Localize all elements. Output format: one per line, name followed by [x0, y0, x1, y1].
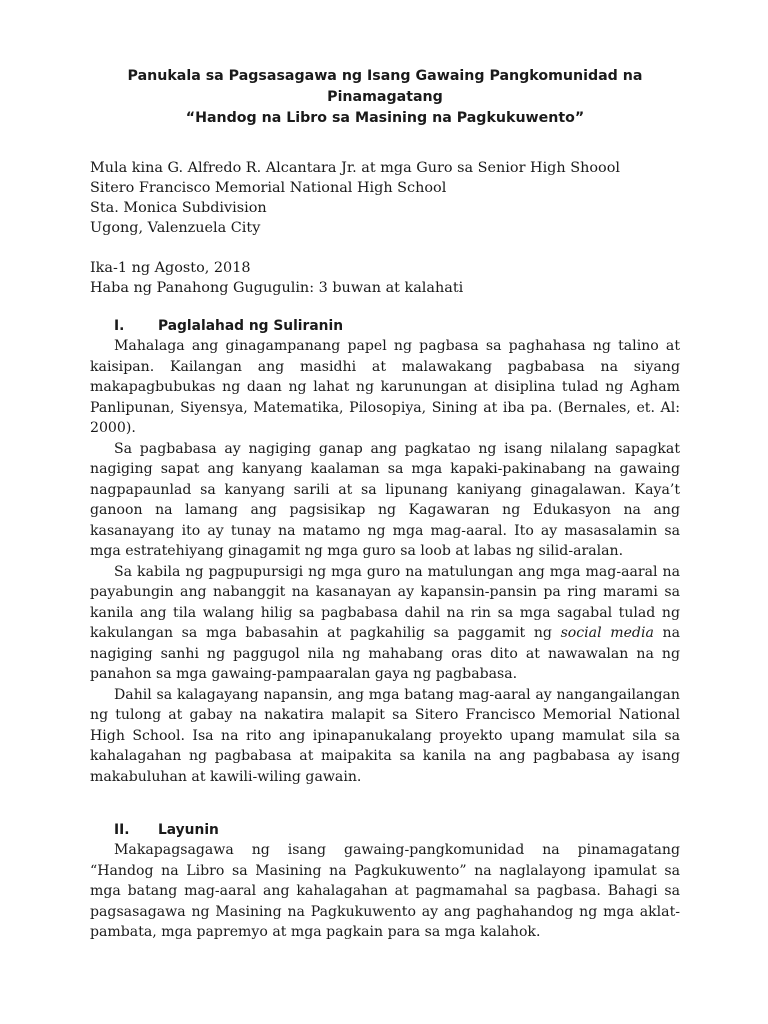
paragraph: Sa pagbabasa ay nagiging ganap ang pagkatao ng isang nilalang sapagkat nagiging sapat ang kanyang kaalaman sa mga kapaki-pakinabang na gawaing nagpapaunlad sa kanyang sarili at sa lipunang kaniyang ginagalawan. Kaya’t ganoon na lamang ang pagsisikap ng Kagawaran ng Edukasyon na ang kasanayang ito ay tunay na matamo ng mga mag-aaral. Ito ay masasalamin sa mga estratehiyang ginagamit ng mga guro sa loob at labas ng silid-aralan. [90, 440, 680, 559]
section-title: Paglalahad ng Suliranin [158, 318, 344, 334]
paragraph: Mahalaga ang ginagampanang papel ng pagbasa sa paghahasa ng talino at kaisipan. Kailangan ang masidhi at malawakang pagbabasa na siyang makapagbubukas ng daan ng lahat ng karunungan at disiplina tulad ng Agham Panlipunan, Siyensya, Matematika, Pilosopiya, Sining at iba pa. (Bernales, et. Al: 2000). [90, 338, 680, 436]
address-line-school: Sitero Francisco Memorial National High School [90, 180, 447, 196]
address-line-from: Mula kina G. Alfredo R. Alcantara Jr. at mga Guro sa Senior High Shoool [90, 160, 620, 176]
section-title: Layunin [158, 822, 219, 838]
address-line-subdivision: Sta. Monica Subdivision [90, 200, 267, 216]
section-paglalahad [90, 316, 680, 787]
document-title-line-2: “Handog na Libro sa Masining na Pagkukuwento” [185, 110, 585, 126]
paragraph-text: Sa kabila ng pagpupursigi ng mga guro na matulungan ang mga mag-aaral na payabungin ang nabanggit na kasanayan ay kapansin-pansin pa ring marami sa kanila ang tila walang hilig sa pagbabasa dahil na rin sa mga sagabal tulad ng kakulangan sa mga babasahin at pagkahilig sa paggamit ng [90, 563, 680, 641]
section-heading [90, 316, 680, 336]
address-line-city: Ugong, Valenzuela City [90, 220, 261, 236]
paragraph: Dahil sa kalagayang napansin, ang mga batang mag-aaral ay nangangailangan ng tulong at gabay na nakatira malapit sa Sitero Francisco Memorial National High School. Isa na rito ang ipinapanukalang proyekto upang mamulat sila sa kahalagahan ng pagbabasa at maipakita sa kanila na ang pagbabasa ay isang makabuluhan at kawili-wiling gawain. [90, 686, 680, 785]
paragraph [90, 562, 680, 685]
section-heading [90, 820, 680, 840]
section-number: II. [114, 822, 130, 838]
section-layunin [90, 820, 680, 943]
document-title-line-1: Panukala sa Pagsasagawa ng Isang Gawaing Pangkomunidad na Pinamagatang [127, 68, 643, 105]
document-duration: Haba ng Panahong Gugugulin: 3 buwan at kalahati [90, 280, 464, 296]
document-date: Ika-1 ng Agosto, 2018 [90, 260, 251, 276]
paragraph-italic-text: social media [560, 625, 654, 641]
paragraph: Makapagsagawa ng isang gawaing-pangkomunidad na pinamagatang “Handog na Libro sa Masining na Pagkukuwento” na naglalayong ipamulat sa mga batang mag-aaral ang kahalagahan at pagmamahal sa pagbasa. Bahagi sa pagsasagawa ng Masining na Pagkukuwento ay ang paghahandog ng mga aklat-pambata, mga papremyo at mga pagkain para sa mga kalahok. [90, 842, 680, 940]
address-block [90, 158, 680, 238]
section-number: I. [114, 318, 125, 334]
meta-block [90, 258, 680, 298]
paragraph-text: na nagiging sanhi ng paggugol nila ng mahabang oras dito at nawawalan na ng panahon sa mga gawaing-pampaaralan gaya ng pagbabasa. [90, 625, 680, 682]
